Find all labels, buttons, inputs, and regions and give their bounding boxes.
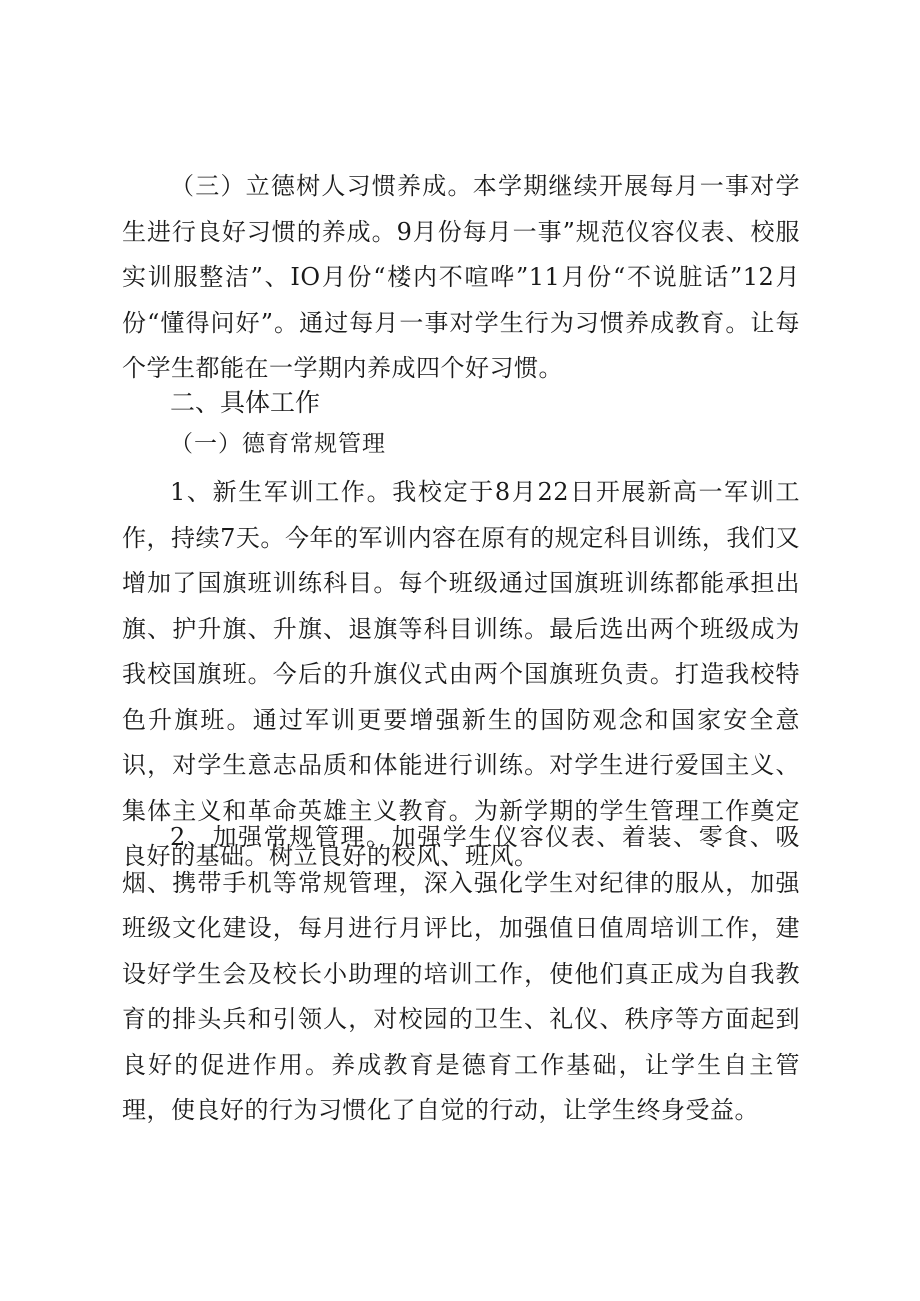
paragraph-routine-management: 2、加强常规管理。加强学生仪容仪表、着装、零食、吸烟、携带手机等常规管理，深入强化学生对纪律的服从，加强班级文化建设，每月进行月评比，加强值日值周培训工作，建设好学生会及校长小助理的培训工作，使他们真正成为自我教育的排头兵和引领人，对校园的卫生、礼仪、秩序等方面起到良好的促进作用。养成教育是德育工作基础，让学生自主管理，使良好的行为习惯化了自觉的行动，让学生终身受益。: [122, 823, 800, 1124]
subsection-heading: （一）德育常规管理: [170, 431, 386, 457]
section-heading: 二、具体工作: [170, 388, 321, 417]
paragraph-habit-formation: （三）立德树人习惯养成。本学期继续开展每月一事对学生进行良好习惯的养成。9月份每月一事”规范仪容仪表、校服实训服整洁”、IO月份“楼内不喧哗”11月份“不说脏话”12月份“懂得问好”。通过每月一事对学生行为习惯养成教育。让每个学生都能在一学期内养成四个好习惯。: [122, 172, 800, 382]
paragraph-military-training: 1、新生军训工作。我校定于8月22日开展新高一军训工作，持续7天。今年的军训内容在原有的规定科目训练，我们又增加了国旗班训练科目。每个班级通过国旗班训练都能承担出旗、护升旗、升旗、退旗等科目训练。最后选出两个班级成为我校国旗班。今后的升旗仪式由两个国旗班负责。打造我校特色升旗班。通过军训更要增强新生的国防观念和国家安全意识，对学生意志品质和体能进行训练。对学生进行爱国主义、集体主义和革命英雄主义教育。为新学期的学生管理工作奠定良好的基础。树立良好的校风、班风。: [122, 478, 800, 870]
